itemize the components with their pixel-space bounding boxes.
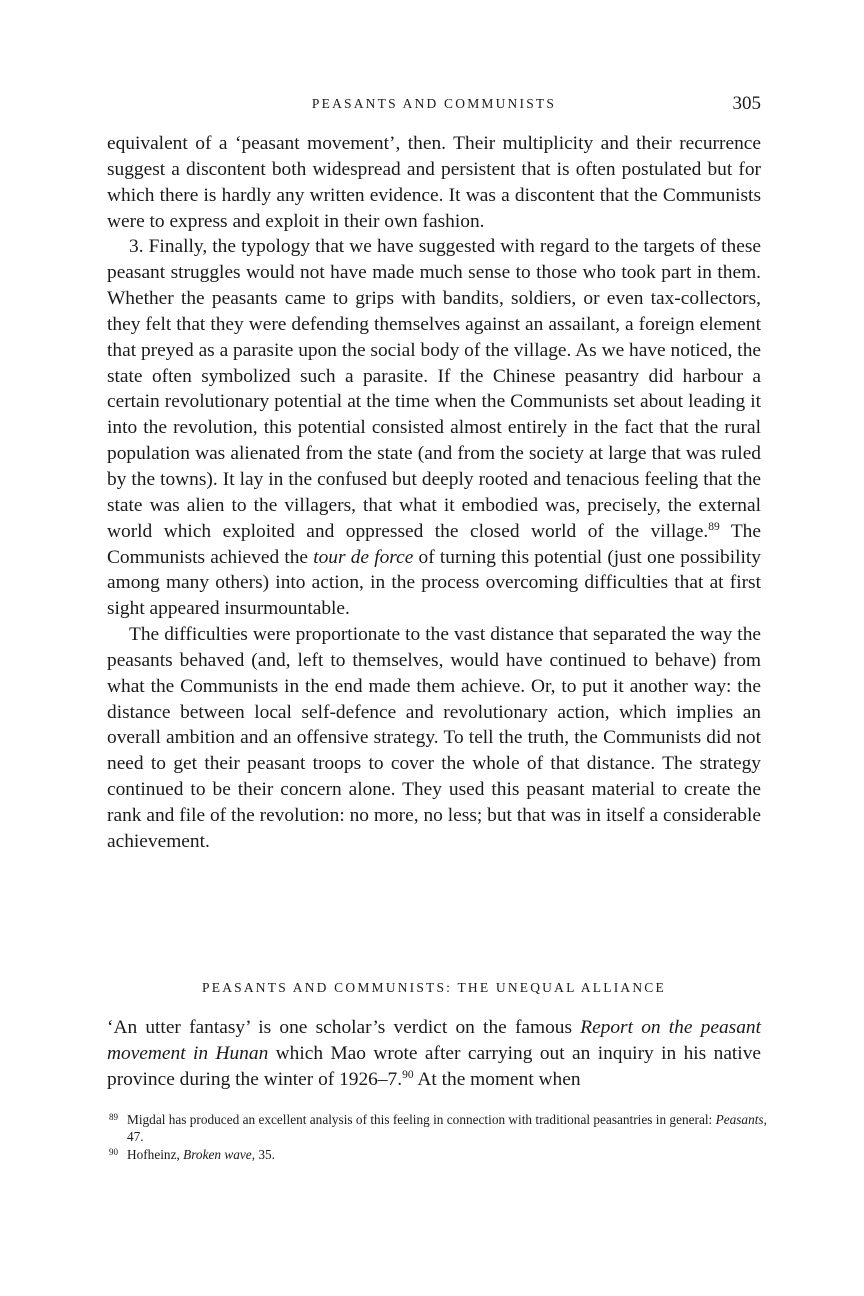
paragraph-1: equivalent of a ‘peasant movement’, then. Their multiplicity and their recurrence suggest a discontent both widespread and persistent that is often postulated but for which there is hardly any written evidence. It was a discontent that the Communists were to express and exploit in their own fashion. xyxy=(107,133,761,232)
section-italic-title: Report on the peasant movement in Hunan xyxy=(107,1017,761,1064)
section-text-a: ‘An utter fantasy’ is one scholar’s verdict on the famous xyxy=(107,1017,581,1038)
paragraph-2-text-c: of turning this potential (just one possibility among many others) into action, in the process overcoming difficulties that at first sight appeared insurmountable. xyxy=(107,546,762,620)
footnote-text: Migdal has produced an excellent analysis of this feeling in connection with traditional peasantries in general: xyxy=(127,1112,716,1127)
section-text-c: At the moment when xyxy=(413,1068,581,1090)
footnote-mark: 89 xyxy=(109,1112,118,1122)
section-text-b: which Mao wrote after carrying out an inquiry in his native province during the winter of 1926–7. xyxy=(107,1042,761,1090)
section-heading: PEASANTS AND COMMUNISTS: THE UNEQUAL ALLIANCE xyxy=(202,980,666,995)
footnote-ref-89: 89 xyxy=(708,520,720,533)
section-text xyxy=(107,1015,761,1093)
footnote-italic: Peasants xyxy=(715,1112,764,1127)
paragraph-2-text-b: The Communists achieved the xyxy=(107,520,761,568)
footnote-89 xyxy=(107,1111,767,1146)
page-number: 305 xyxy=(732,93,761,114)
section-paragraph xyxy=(107,1015,761,1093)
body-text xyxy=(107,131,761,855)
paragraph-2-italic: tour de force xyxy=(313,546,414,568)
footnote-ref-90: 90 xyxy=(402,1068,414,1081)
footnotes xyxy=(107,1111,767,1163)
footnote-text-end: , 35. xyxy=(251,1146,275,1162)
footnote-text-end: , 47. xyxy=(127,1112,767,1145)
running-head xyxy=(107,93,761,115)
footnote-90 xyxy=(107,1146,767,1163)
footnote-mark: 90 xyxy=(109,1146,118,1157)
paragraph-2-text-a: 3. Finally, the typology that we have suggested with regard to the targets of these peasant struggles would not have made much sense to those who took part in them. Whether the peasants came to grips with bandits, soldiers, or even tax-collectors, they felt that they were defending themselves against an assailant, a foreign element that preyed as a parasite upon the social body of the village. As we have noticed, the state often symbolized such a parasite. If the Chinese peasantry did harbour a certain revolutionary potential at the time when the Communists set about leading it into the revolution, this potential consisted almost entirely in the fact that the rural population was alienated from the state (and from the society at large that was ruled by the towns). It lay in the confused but deeply rooted and tenacious feeling that the state was alien to the villagers, that what it embodied was, precisely, the external world which exploited and oppressed the closed world of the village. xyxy=(107,236,761,542)
footnote-italic: Broken wave xyxy=(183,1146,252,1162)
footnote-text: Hofheinz, xyxy=(127,1146,184,1162)
running-title: PEASANTS AND COMMUNISTS xyxy=(311,96,557,111)
paragraph-2 xyxy=(107,234,761,622)
paragraph-3: The difficulties were proportionate to the vast distance that separated the way the peasants behaved (and, left to themselves, would have continued to behave) from what the Communists in the end made them achieve. Or, to put it another way: the distance between local self-defence and revolutionary action, which implies an overall ambition and an offensive strategy. To tell the truth, the Communists did not need to get their peasant troops to cover the whole of that distance. The strategy continued to be their concern alone. They used this peasant material to create the rank and file of the revolution: no more, no less; but that was in itself a considerable achievement. xyxy=(107,624,761,852)
